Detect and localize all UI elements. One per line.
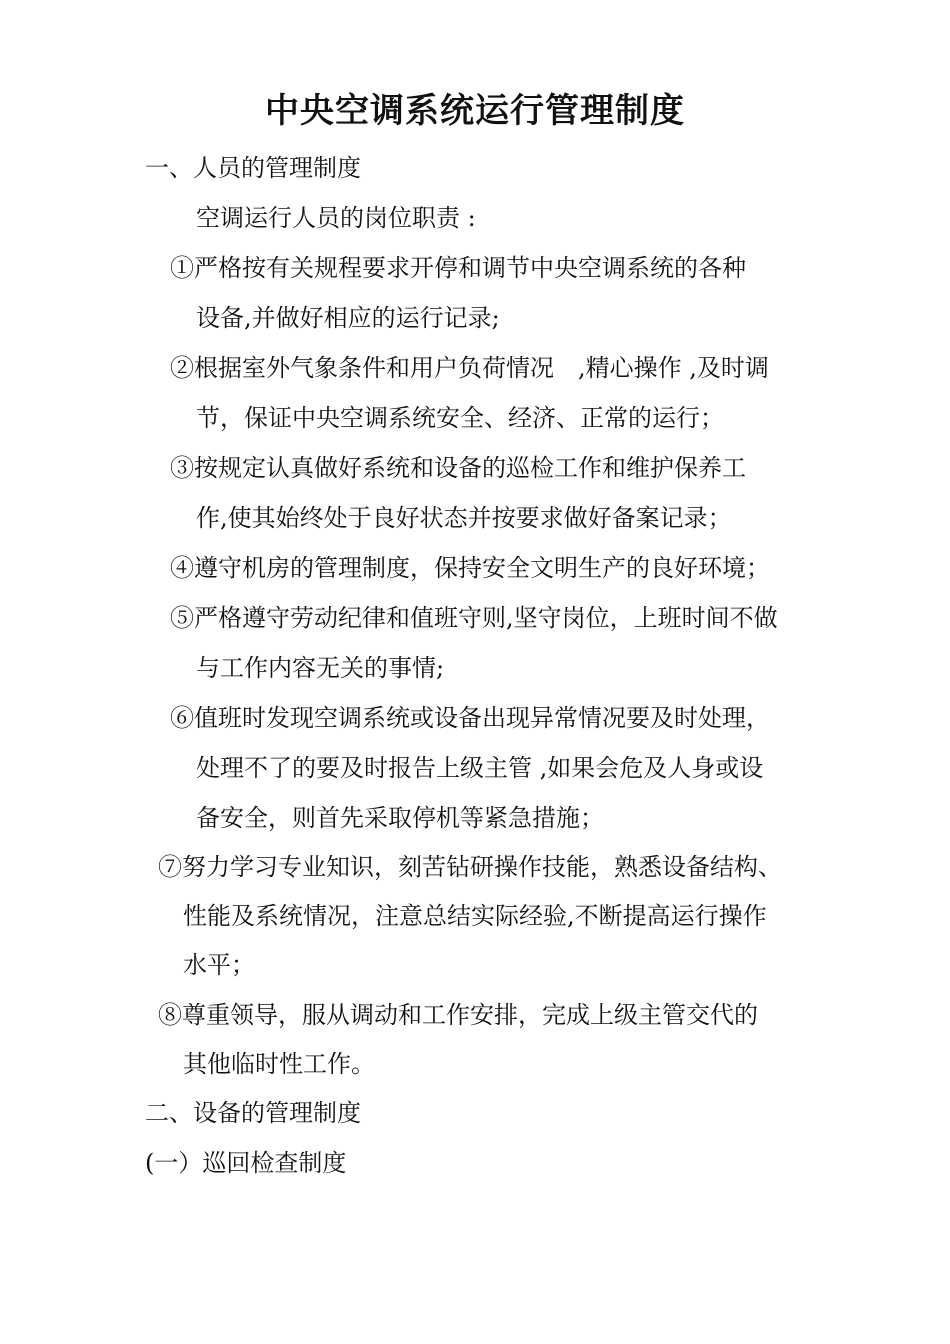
list-item-line: ①严格按有关规程要求开停和调节中央空调系统的各种 <box>170 254 746 282</box>
list-item-line: 节，保证中央空调系统安全、经济、正常的运行； <box>196 404 724 432</box>
list-item-line: 性能及系统情况，注意总结实际经验,不断提高运行操作 <box>183 902 767 930</box>
list-item-line: ④遵守机房的管理制度，保持安全文明生产的良好环境； <box>170 554 770 582</box>
list-item-line: ②根据室外气象条件和用户负荷情况 ,精心操作 ,及时调 <box>170 354 769 382</box>
subheading-duties: 空调运行人员的岗位职责 : <box>196 204 476 232</box>
section-heading-equipment: 二、设备的管理制度 <box>145 1099 361 1127</box>
list-item-line: ⑦努力学习专业知识，刻苦钻研操作技能，熟悉设备结构、 <box>158 853 782 881</box>
list-item-line: 处理不了的要及时报告上级主管 ,如果会危及人身或设 <box>196 754 764 782</box>
subheading-inspection: (一）巡回检查制度 <box>145 1149 347 1177</box>
list-item-line: ③按规定认真做好系统和设备的巡检工作和维护保养工 <box>170 454 746 482</box>
page-title: 中央空调系统运行管理制度 <box>265 91 685 131</box>
section-heading-personnel: 一、人员的管理制度 <box>145 154 361 182</box>
list-item-line: ⑥值班时发现空调系统或设备出现异常情况要及时处理， <box>170 704 770 732</box>
list-item-line: 与工作内容无关的事情; <box>196 654 445 682</box>
list-item-line: ⑤严格遵守劳动纪律和值班守则,坚守岗位，上班时间不做 <box>170 604 778 632</box>
list-item-line: 备安全，则首先采取停机等紧急措施； <box>196 804 604 832</box>
list-item-line: 作,使其始终处于良好状态并按要求做好备案记录； <box>196 504 732 532</box>
list-item-line: ⑧尊重领导，服从调动和工作安排，完成上级主管交代的 <box>158 1001 758 1029</box>
list-item-line: 水平； <box>183 951 255 979</box>
list-item-line: 设备,并做好相应的运行记录; <box>196 304 500 332</box>
list-item-line: 其他临时性工作。 <box>183 1050 375 1078</box>
